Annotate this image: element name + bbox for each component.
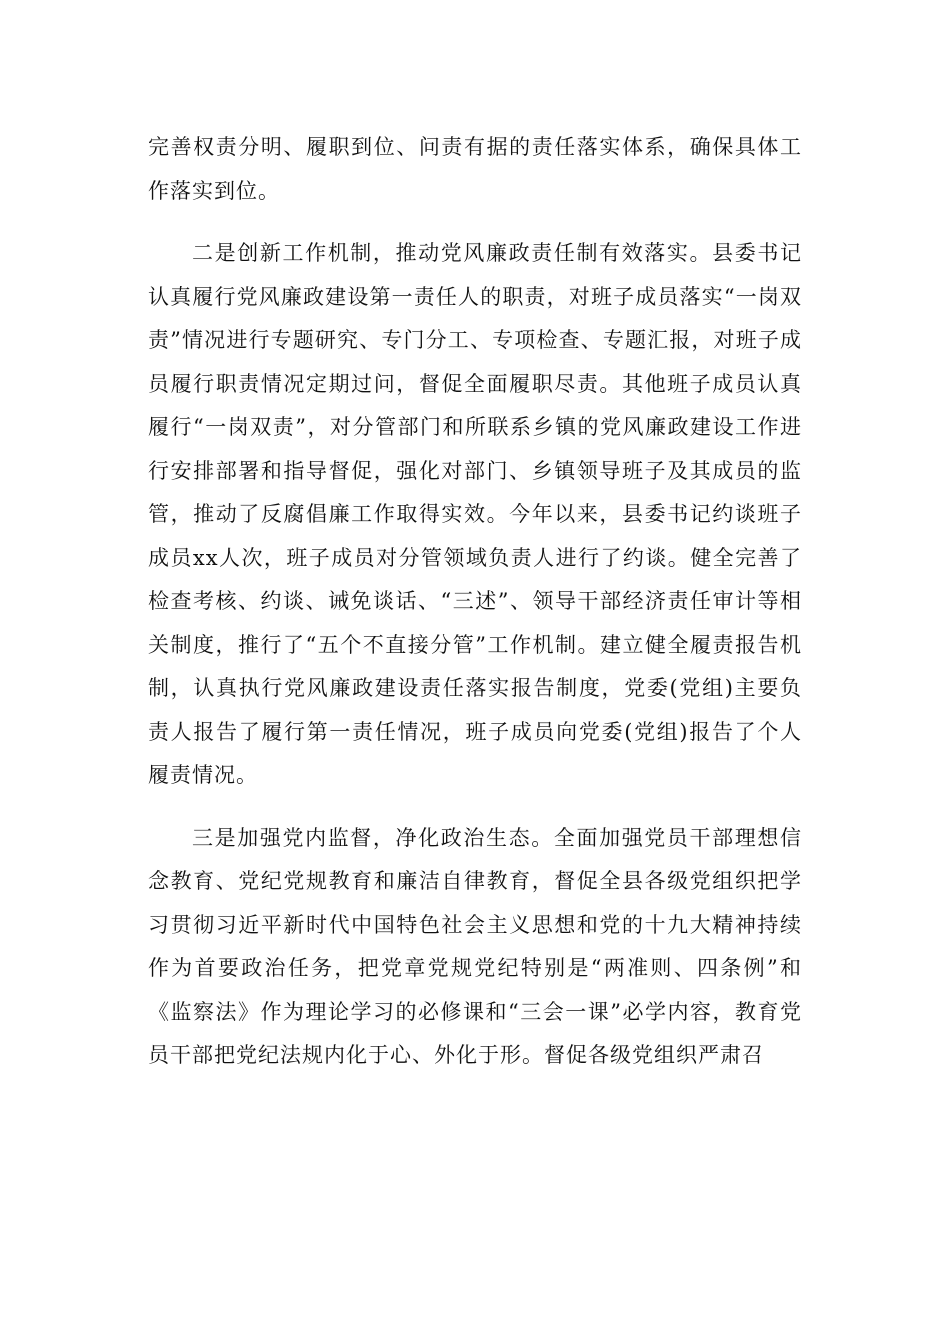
paragraph-innovate-mechanism: 二是创新工作机制，推动党风廉政责任制有效落实。县委书记认真履行党风廉政建设第一责任人的职责，对班子成员落实“一岗双责”情况进行专题研究、专门分工、专项检查、专题汇报，对班子成员履行职责情况定期过问，督促全面履职尽责。其他班子成员认真履行“一岗双责”，对分管部门和所联系乡镇的党风廉政建设工作进行安排部署和指导督促，强化对部门、乡镇领导班子及其成员的监管，推动了反腐倡廉工作取得实效。今年以来，县委书记约谈班子成员xx人次，班子成员对分管领域负责人进行了约谈。健全完善了检查考核、约谈、诫免谈话、“三述”、领导干部经济责任审计等相关制度，推行了“五个不直接分管”工作机制。建立健全履责报告机制，认真执行党风廉政建设责任落实报告制度，党委(党组)主要负责人报告了履行第一责任情况，班子成员向党委(党组)报告了个人履责情况。 (148, 241, 802, 787)
document-body (148, 126, 802, 1097)
paragraph-continuation: 完善权责分明、履职到位、问责有据的责任落实体系，确保具体工作落实到位。 (148, 135, 802, 203)
paragraph-strengthen-supervision: 三是加强党内监督，净化政治生态。全面加强党员干部理想信念教育、党纪党规教育和廉洁自律教育，督促全县各级党组织把学习贯彻习近平新时代中国特色社会主义思想和党的十九大精神持续作为首要政治任务，把党章党规党纪特别是“两准则、四条例”和《监察法》作为理论学习的必修课和“三会一课”必学内容，教育党员干部把党纪法规内化于心、外化于形。督促各级党组织严肃召 (148, 825, 802, 1067)
